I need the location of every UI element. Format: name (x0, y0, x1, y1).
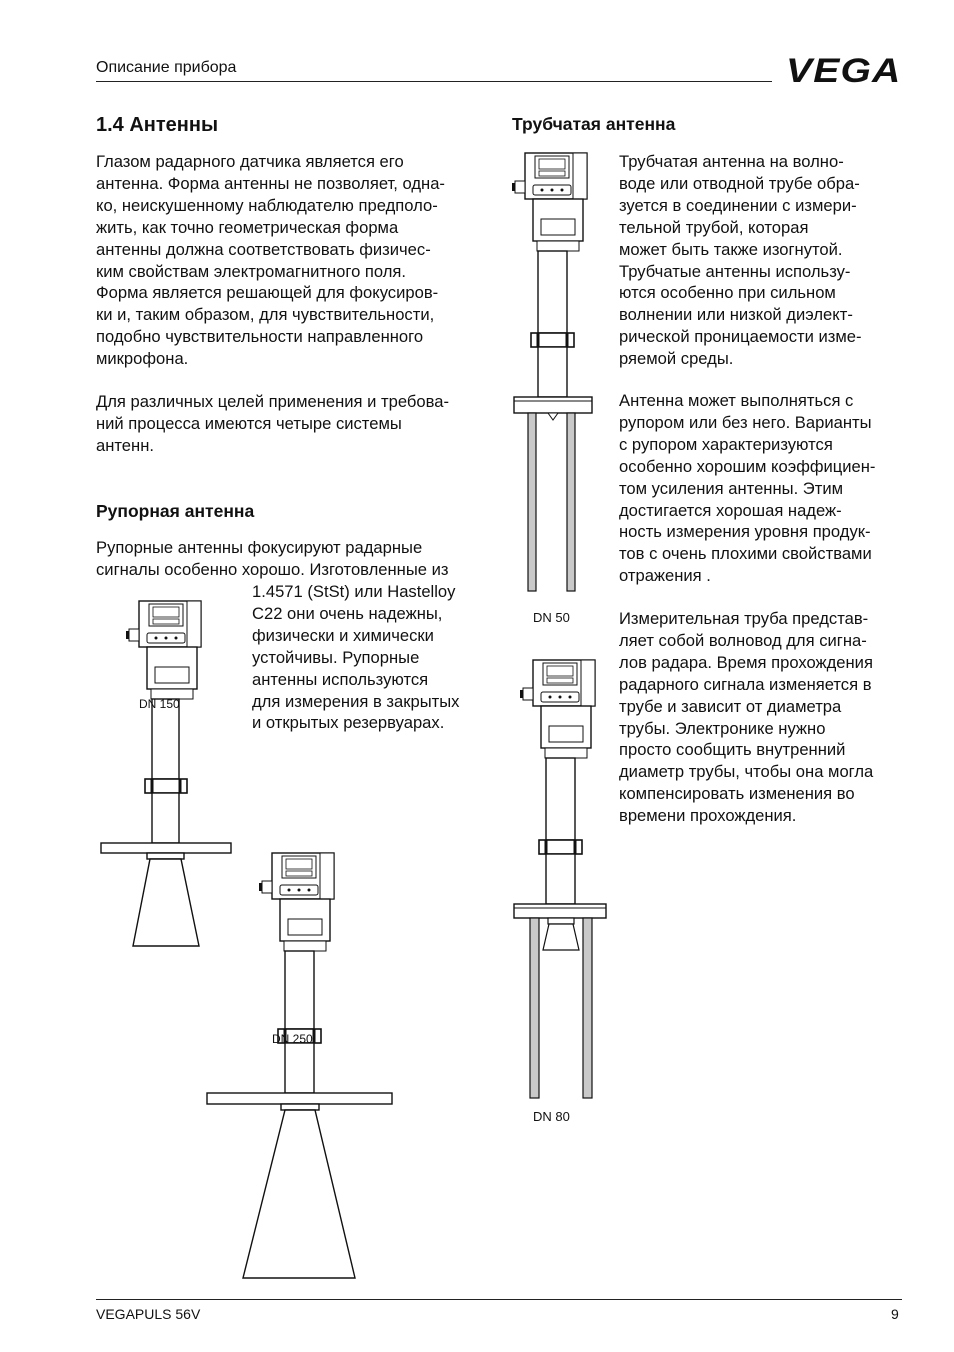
tube-antenna-dn80-drawing (514, 660, 606, 1098)
vega-logo: VEGA (786, 52, 902, 90)
horn-antenna-dn150-drawing (101, 601, 231, 946)
intro-paragraph-2: Для различных целей применения и требова- ний процесса имеются четыре системы антенн. (96, 392, 449, 455)
tube-paragraph-1: Трубчатая антенна на волно- воде или отводной трубе обра- зуется в соединении с измери- тельной трубой, которая может быть также изогнутой. Трубчатые антенны использу- ются особенно при сильном волнении или низкой диэлект- рической проницаемости изме- ряемой среды. (619, 152, 862, 369)
intro-paragraph-1: Глазом радарного датчика является его антенна. Форма антенны не позволяет, одна- ко, неискушенному наблюдателю предполо- жить, как точно геометрическая форма антенны должна соответствовать физичес- ким свойствам электромагнитного поля. Форма является решающей для фокусиров- ки и, таким образом, для чувствительности, подобно чувствительности направленного микрофона. (96, 152, 445, 369)
dn250-label: DN 250 (272, 1032, 313, 1046)
section-heading: 1.4 Антенны (96, 114, 219, 136)
dn150-label: DN 150 (139, 697, 180, 711)
footer-product: VEGAPULS 56V (96, 1306, 201, 1322)
tube-paragraph-3: Измерительная труба представ- ляет собой волновод для сигна- лов радара. Время прохождения радарного сигнала изменяется в трубе и зависит от диаметра трубы. Электронике нужно просто сообщить внутренний диаметр трубы, чтобы она могла компенсировать изменения во времени прохождения. (619, 609, 874, 826)
horn-paragraph-full: Рупорные антенны фокусируют радарные сигналы особенно хорошо. Изготовленные из (96, 538, 449, 579)
tube-antenna-heading: Трубчатая антенна (512, 114, 676, 134)
caption-dn80: DN 80 (533, 1109, 570, 1124)
caption-dn50: DN 50 (533, 610, 570, 625)
horn-antenna-dn250-drawing (207, 853, 392, 1278)
tube-paragraph-2: Антенна может выполняться с рупором или без него. Варианты с рупором характеризуются особенно хорошим коэффициен- том усиления антенны. Этим достигается хорошая надеж- ность измерения уровня продук- тов с очень плохими свойствами отражения . (619, 391, 876, 586)
horn-paragraph-narrow: 1.4571 (StSt) или Hastelloy C22 они очень надежны, физически и химически устойчивы. Рупорные антенны используются для измерения в закрытых и открытых резервуарах. (252, 582, 460, 733)
running-header: Описание прибора (96, 59, 237, 76)
page-number: 9 (891, 1306, 899, 1322)
tube-antenna-dn50-drawing (512, 153, 592, 591)
footer-rule (96, 1299, 902, 1300)
horn-antenna-heading: Рупорная антенна (96, 501, 255, 521)
